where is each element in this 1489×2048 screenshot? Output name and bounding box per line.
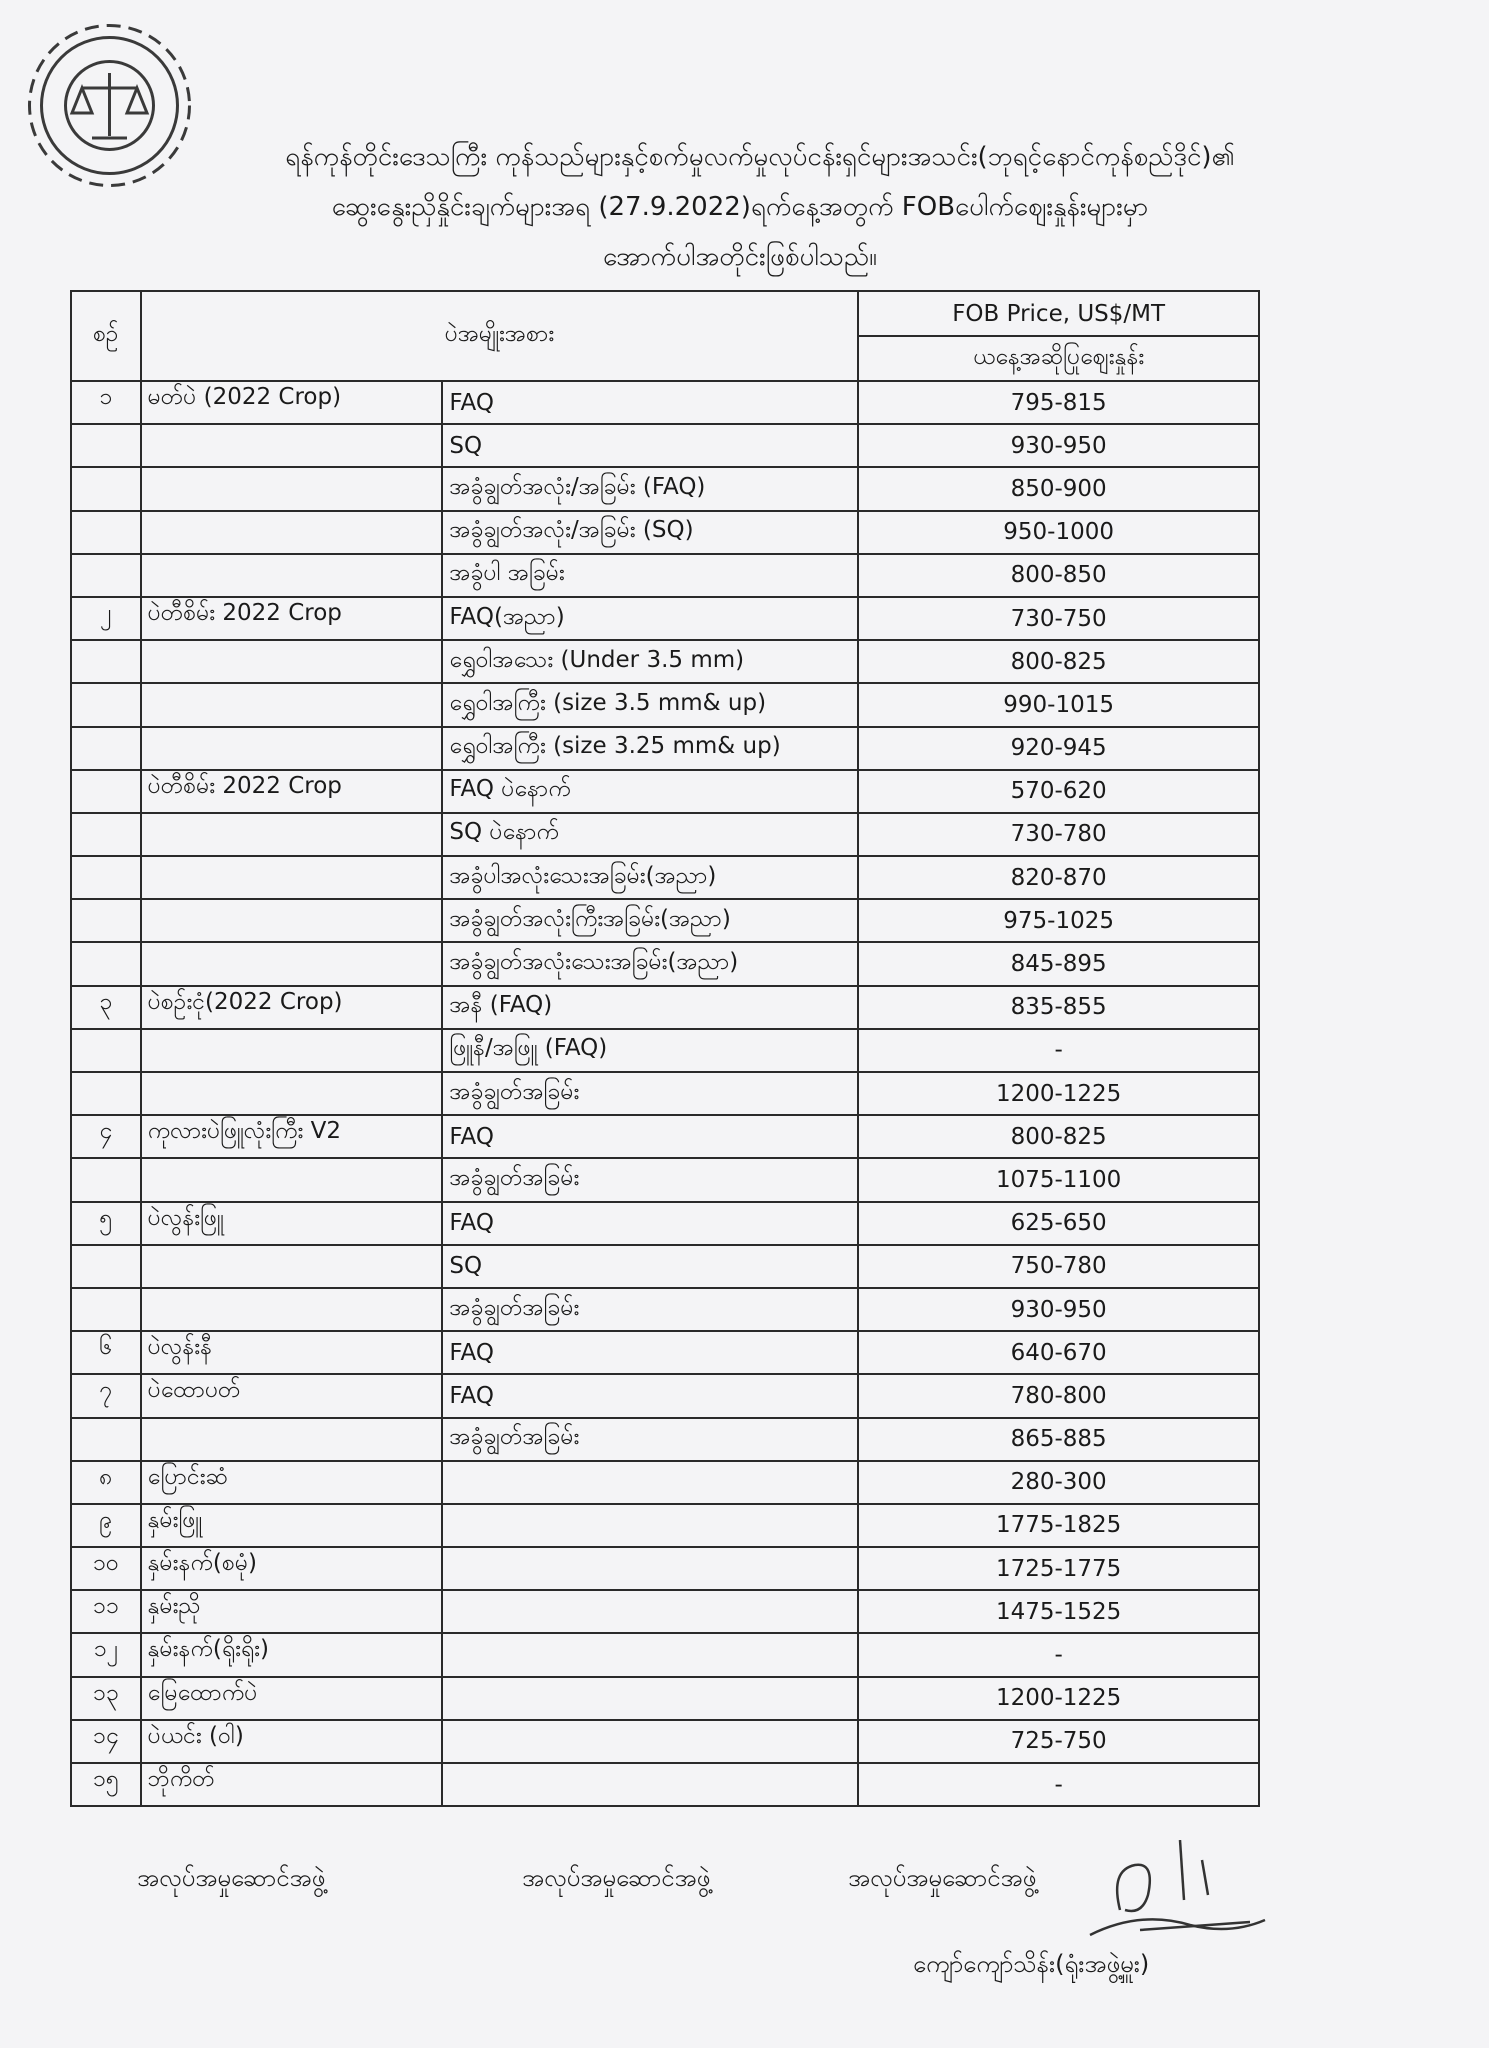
- table-row: [71, 597, 1259, 640]
- grade-cell: အခွံပါ အခြမ်း: [442, 554, 858, 597]
- item-name-cell: နှမ်းဖြူ: [141, 1504, 443, 1547]
- sno-cell: [71, 511, 141, 554]
- table-row: [71, 1245, 1259, 1288]
- grade-cell: အခွံချွတ်အလုံး/အခြမ်း (FAQ): [442, 467, 858, 510]
- price-cell: 1200-1225: [858, 1072, 1259, 1115]
- sno-cell: [71, 1158, 141, 1201]
- price-cell: 820-870: [858, 856, 1259, 899]
- table-row: [71, 770, 1259, 813]
- price-cell: 795-815: [858, 381, 1259, 424]
- price-cell: 730-750: [858, 597, 1259, 640]
- sno-cell: ၅: [71, 1202, 141, 1245]
- table-row: [71, 1374, 1259, 1417]
- price-cell: 570-620: [858, 770, 1259, 813]
- item-name-cell: [141, 467, 443, 510]
- item-name-cell: မြေထောက်ပဲ: [141, 1677, 443, 1720]
- table-row: [71, 381, 1259, 424]
- handwritten-signature-icon: [1080, 1840, 1270, 1950]
- item-name-cell: [141, 683, 443, 726]
- table-row: [71, 640, 1259, 683]
- grade-cell: [442, 1461, 858, 1504]
- sno-cell: ၉: [71, 1504, 141, 1547]
- notice-heading: [110, 132, 1370, 282]
- sno-cell: ၁၀: [71, 1547, 141, 1590]
- sno-cell: [71, 424, 141, 467]
- header-price: FOB Price, US$/MT: [858, 291, 1259, 336]
- sno-cell: ၆: [71, 1331, 141, 1374]
- grade-cell: SQ: [442, 424, 858, 467]
- grade-cell: ရွှေဝါအကြီး (size 3.5 mm& up): [442, 683, 858, 726]
- item-name-cell: [141, 942, 443, 985]
- item-name-cell: ပဲတီစိမ်း 2022 Crop: [141, 770, 443, 813]
- item-name-cell: ဘိုကိတ်: [141, 1763, 443, 1806]
- grade-cell: ရွှေဝါအသေး (Under 3.5 mm): [442, 640, 858, 683]
- item-name-cell: [141, 1418, 443, 1461]
- grade-cell: အခွံချွတ်အလုံးသေးအခြမ်း(အညာ): [442, 942, 858, 985]
- grade-cell: FAQ: [442, 381, 858, 424]
- sno-cell: ၁၄: [71, 1720, 141, 1763]
- table-row: [71, 1158, 1259, 1201]
- item-name-cell: [141, 1158, 443, 1201]
- sno-cell: ၃: [71, 986, 141, 1029]
- table-row: [71, 424, 1259, 467]
- price-cell: 730-780: [858, 813, 1259, 856]
- table-row: [71, 683, 1259, 726]
- price-cell: 930-950: [858, 424, 1259, 467]
- table-row: [71, 554, 1259, 597]
- sno-cell: ၄: [71, 1115, 141, 1158]
- price-cell: 950-1000: [858, 511, 1259, 554]
- item-name-cell: [141, 727, 443, 770]
- table-row: [71, 1115, 1259, 1158]
- grade-cell: [442, 1547, 858, 1590]
- sno-cell: [71, 856, 141, 899]
- grade-cell: SQ ပဲနောက်: [442, 813, 858, 856]
- heading-line-2: ဆွေးနွေးညှိနှိုင်းချက်များအရ (27.9.2022)ရက်နေ့အတွက် FOBပေါက်ဈေးနှုန်းများမှာ: [331, 192, 1149, 222]
- heading-line-3: အောက်ပါအတိုင်းဖြစ်ပါသည်။: [603, 242, 877, 272]
- item-name-cell: ပဲလွန်းနီ: [141, 1331, 443, 1374]
- item-name-cell: ပဲယင်း (ဝါ): [141, 1720, 443, 1763]
- table-row: [71, 1418, 1259, 1461]
- price-cell: 625-650: [858, 1202, 1259, 1245]
- price-cell: 1775-1825: [858, 1504, 1259, 1547]
- grade-cell: [442, 1504, 858, 1547]
- sno-cell: [71, 813, 141, 856]
- signature-label-3: အလုပ်အမှုဆောင်အဖွဲ့: [848, 1864, 1037, 1892]
- grade-cell: FAQ: [442, 1115, 858, 1158]
- sno-cell: [71, 770, 141, 813]
- item-name-cell: နှမ်းနက်(စမုံ): [141, 1547, 443, 1590]
- sno-cell: [71, 683, 141, 726]
- grade-cell: [442, 1763, 858, 1806]
- item-name-cell: [141, 424, 443, 467]
- item-name-cell: ပဲစဉ်းငုံ(2022 Crop): [141, 986, 443, 1029]
- table-row: [71, 1504, 1259, 1547]
- grade-cell: FAQ: [442, 1202, 858, 1245]
- item-name-cell: မတ်ပဲ (2022 Crop): [141, 381, 443, 424]
- table-row: [71, 856, 1259, 899]
- grade-cell: အခွံချွတ်အလုံး/အခြမ်း (SQ): [442, 511, 858, 554]
- grade-cell: [442, 1633, 858, 1676]
- sno-cell: ၇: [71, 1374, 141, 1417]
- chairperson-name: ကျော်ကျော်သိန်း(ရုံးအဖွဲ့မှူး): [913, 1950, 1150, 1978]
- table-row: [71, 1331, 1259, 1374]
- grade-cell: အခွံချွတ်အခြမ်း: [442, 1288, 858, 1331]
- price-cell: 800-825: [858, 1115, 1259, 1158]
- signature-label-2: အလုပ်အမှုဆောင်အဖွဲ့: [522, 1864, 711, 1892]
- item-name-cell: ပဲလွန်းဖြူ: [141, 1202, 443, 1245]
- sno-cell: [71, 899, 141, 942]
- table-row: [71, 467, 1259, 510]
- table-row: [71, 986, 1259, 1029]
- table-row: [71, 1029, 1259, 1072]
- sno-cell: ၁: [71, 381, 141, 424]
- table-row: [71, 899, 1259, 942]
- sno-cell: [71, 727, 141, 770]
- grade-cell: အနီ (FAQ): [442, 986, 858, 1029]
- table-row: [71, 1288, 1259, 1331]
- price-cell: 920-945: [858, 727, 1259, 770]
- grade-cell: ဖြူနီ/အဖြူ (FAQ): [442, 1029, 858, 1072]
- sno-cell: ၂: [71, 597, 141, 640]
- grade-cell: SQ: [442, 1245, 858, 1288]
- item-name-cell: [141, 640, 443, 683]
- table-row: [71, 727, 1259, 770]
- sno-cell: [71, 640, 141, 683]
- sno-cell: [71, 1029, 141, 1072]
- item-name-cell: [141, 511, 443, 554]
- table-row: [71, 942, 1259, 985]
- grade-cell: FAQ: [442, 1374, 858, 1417]
- price-cell: 640-670: [858, 1331, 1259, 1374]
- sno-cell: ၁၅: [71, 1763, 141, 1806]
- item-name-cell: [141, 1245, 443, 1288]
- price-cell: 1200-1225: [858, 1677, 1259, 1720]
- item-name-cell: ကုလားပဲဖြူလုံးကြီး V2: [141, 1115, 443, 1158]
- sno-cell: [71, 1245, 141, 1288]
- table-row: [71, 1590, 1259, 1633]
- grade-cell: [442, 1590, 858, 1633]
- grade-cell: FAQ: [442, 1331, 858, 1374]
- table-row: [71, 1763, 1259, 1806]
- price-cell: 930-950: [858, 1288, 1259, 1331]
- item-name-cell: [141, 813, 443, 856]
- item-name-cell: ပဲတီစိမ်း 2022 Crop: [141, 597, 443, 640]
- table-row: [71, 511, 1259, 554]
- table-row: [71, 1547, 1259, 1590]
- price-cell: 725-750: [858, 1720, 1259, 1763]
- header-item: ပဲအမျိုးအစား: [141, 291, 859, 381]
- grade-cell: အခွံပါအလုံးသေးအခြမ်း(အညာ): [442, 856, 858, 899]
- grade-cell: [442, 1677, 858, 1720]
- item-name-cell: ပြောင်းဆံ: [141, 1461, 443, 1504]
- sno-cell: ၁၁: [71, 1590, 141, 1633]
- header-sno: စဉ်: [71, 291, 141, 381]
- item-name-cell: [141, 1072, 443, 1115]
- price-cell: 1725-1775: [858, 1547, 1259, 1590]
- price-cell: 990-1015: [858, 683, 1259, 726]
- grade-cell: အခွံချွတ်အခြမ်း: [442, 1072, 858, 1115]
- item-name-cell: ပဲထောပတ်: [141, 1374, 443, 1417]
- price-cell: 845-895: [858, 942, 1259, 985]
- table-row: [71, 1461, 1259, 1504]
- sno-cell: ၁၂: [71, 1633, 141, 1676]
- price-cell: 835-855: [858, 986, 1259, 1029]
- grade-cell: [442, 1720, 858, 1763]
- sno-cell: ၁၃: [71, 1677, 141, 1720]
- table-row: [71, 1677, 1259, 1720]
- price-cell: -: [858, 1763, 1259, 1806]
- price-cell: 750-780: [858, 1245, 1259, 1288]
- sno-cell: [71, 1418, 141, 1461]
- price-cell: -: [858, 1633, 1259, 1676]
- table-row: [71, 813, 1259, 856]
- item-name-cell: [141, 856, 443, 899]
- grade-cell: အခွံချွတ်အလုံးကြီးအခြမ်း(အညာ): [442, 899, 858, 942]
- grade-cell: FAQ ပဲနောက်: [442, 770, 858, 813]
- table-row: [71, 1202, 1259, 1245]
- price-table: [70, 290, 1260, 1807]
- table-row: [71, 1720, 1259, 1763]
- grade-cell: အခွံချွတ်အခြမ်း: [442, 1418, 858, 1461]
- table-row: [71, 1072, 1259, 1115]
- sno-cell: [71, 554, 141, 597]
- item-name-cell: [141, 1029, 443, 1072]
- item-name-cell: နှမ်းနက်(ရိုးရိုး): [141, 1633, 443, 1676]
- price-cell: -: [858, 1029, 1259, 1072]
- heading-line-1: ရန်ကုန်တိုင်းဒေသကြီး ကုန်သည်များနှင့်စက်မှုလက်မှုလုပ်ငန်းရှင်များအသင်း(ဘုရင့်နောင်ကုန်စည်ဒိုင်)၏: [285, 142, 1235, 172]
- sno-cell: [71, 1288, 141, 1331]
- item-name-cell: နှမ်းညို: [141, 1590, 443, 1633]
- item-name-cell: [141, 554, 443, 597]
- item-name-cell: [141, 899, 443, 942]
- price-cell: 800-850: [858, 554, 1259, 597]
- price-cell: 800-825: [858, 640, 1259, 683]
- item-name-cell: [141, 1288, 443, 1331]
- sno-cell: [71, 467, 141, 510]
- price-cell: 280-300: [858, 1461, 1259, 1504]
- grade-cell: ရွှေဝါအကြီး (size 3.25 mm& up): [442, 727, 858, 770]
- sno-cell: [71, 942, 141, 985]
- signature-label-1: အလုပ်အမှုဆောင်အဖွဲ့: [137, 1864, 326, 1892]
- price-cell: 1475-1525: [858, 1590, 1259, 1633]
- sno-cell: ၈: [71, 1461, 141, 1504]
- grade-cell: အခွံချွတ်အခြမ်း: [442, 1158, 858, 1201]
- sno-cell: [71, 1072, 141, 1115]
- price-cell: 1075-1100: [858, 1158, 1259, 1201]
- price-cell: 850-900: [858, 467, 1259, 510]
- grade-cell: FAQ(အညာ): [442, 597, 858, 640]
- price-cell: 780-800: [858, 1374, 1259, 1417]
- table-row: [71, 1633, 1259, 1676]
- price-cell: 975-1025: [858, 899, 1259, 942]
- price-table-body: [71, 381, 1259, 1806]
- header-price-sub: ယနေ့အဆိုပြုဈေးနှုန်း: [858, 336, 1259, 381]
- price-cell: 865-885: [858, 1418, 1259, 1461]
